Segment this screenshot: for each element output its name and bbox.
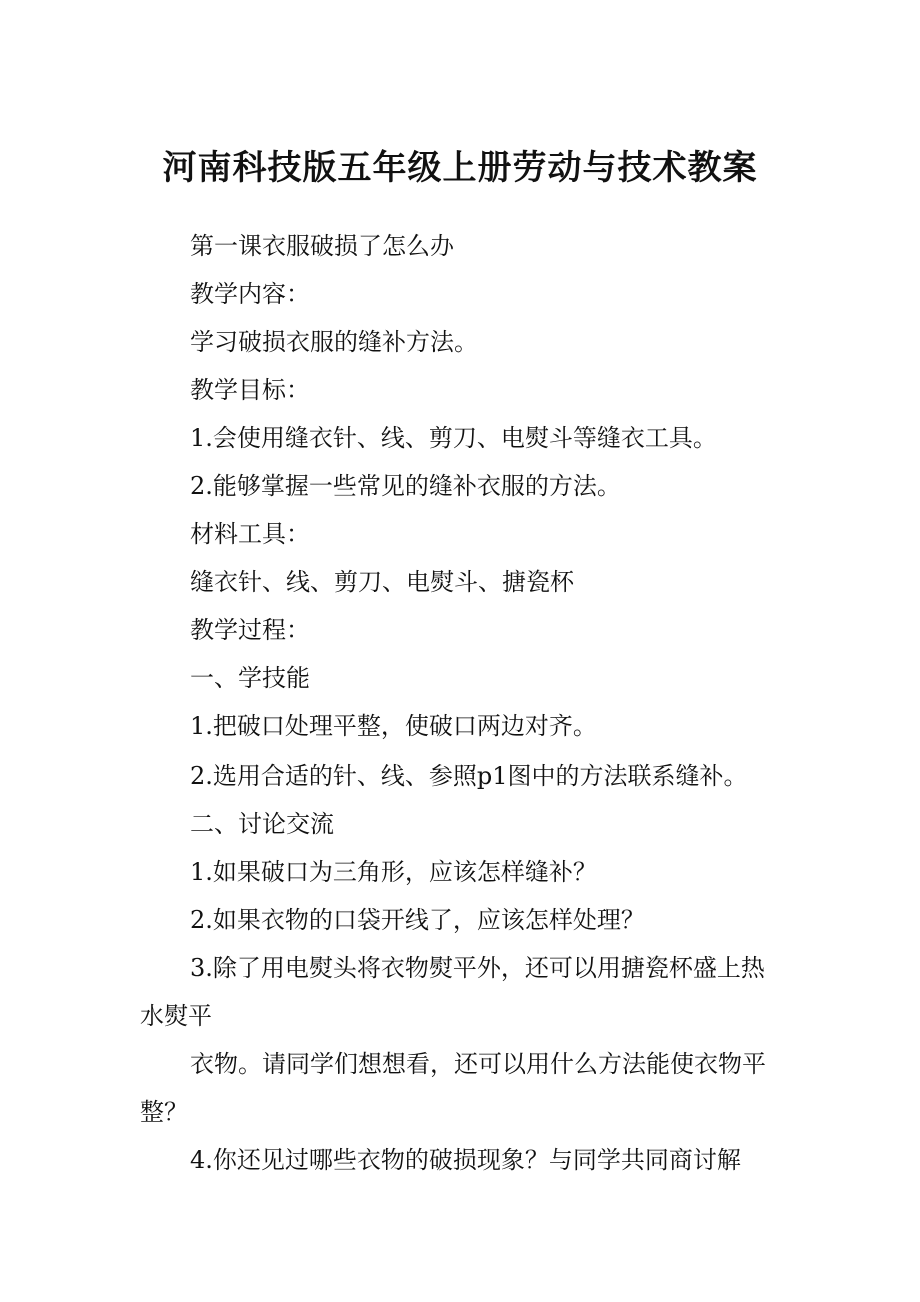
lesson-title: 第一课衣服破损了怎么办 bbox=[190, 232, 454, 260]
process-item-1: 1.把破口处理平整，使破口两边对齐。 bbox=[190, 712, 597, 740]
discussion-item-4: 4.你还见过哪些衣物的破损现象？与同学共同商讨解 bbox=[190, 1146, 741, 1174]
materials-list: 缝衣针、线、剪刀、电熨斗、搪瓷杯 bbox=[190, 568, 574, 596]
goal-item-1: 1.会使用缝衣针、线、剪刀、电熨斗等缝衣工具。 bbox=[190, 424, 717, 452]
discussion-item-3-continued: 水熨平 bbox=[140, 1002, 212, 1030]
discussion-item-3-paragraph: 衣物。请同学们想想看，还可以用什么方法能使衣物平 bbox=[190, 1050, 766, 1078]
section-heading-content: 教学内容： bbox=[190, 280, 310, 308]
discussion-item-1: 1.如果破口为三角形，应该怎样缝补？ bbox=[190, 858, 597, 886]
discussion-item-3-paragraph-continued: 整？ bbox=[140, 1098, 188, 1126]
goal-item-2: 2.能够掌握一些常见的缝补衣服的方法。 bbox=[190, 472, 621, 500]
section-heading-goals: 教学目标： bbox=[190, 376, 310, 404]
process-step-heading-2: 二、讨论交流 bbox=[190, 810, 334, 838]
process-item-2: 2.选用合适的针、线、参照p1图中的方法联系缝补。 bbox=[190, 762, 748, 790]
section-heading-materials: 材料工具： bbox=[190, 520, 310, 548]
discussion-item-3: 3.除了用电熨头将衣物熨平外，还可以用搪瓷杯盛上热 bbox=[190, 954, 765, 982]
section-heading-process: 教学过程： bbox=[190, 616, 310, 644]
paragraph-content: 学习破损衣服的缝补方法。 bbox=[190, 328, 478, 356]
discussion-item-2: 2.如果衣物的口袋开线了，应该怎样处理？ bbox=[190, 906, 645, 934]
process-step-heading-1: 一、学技能 bbox=[190, 664, 310, 692]
document-title: 河南科技版五年级上册劳动与技术教案 bbox=[162, 148, 758, 188]
